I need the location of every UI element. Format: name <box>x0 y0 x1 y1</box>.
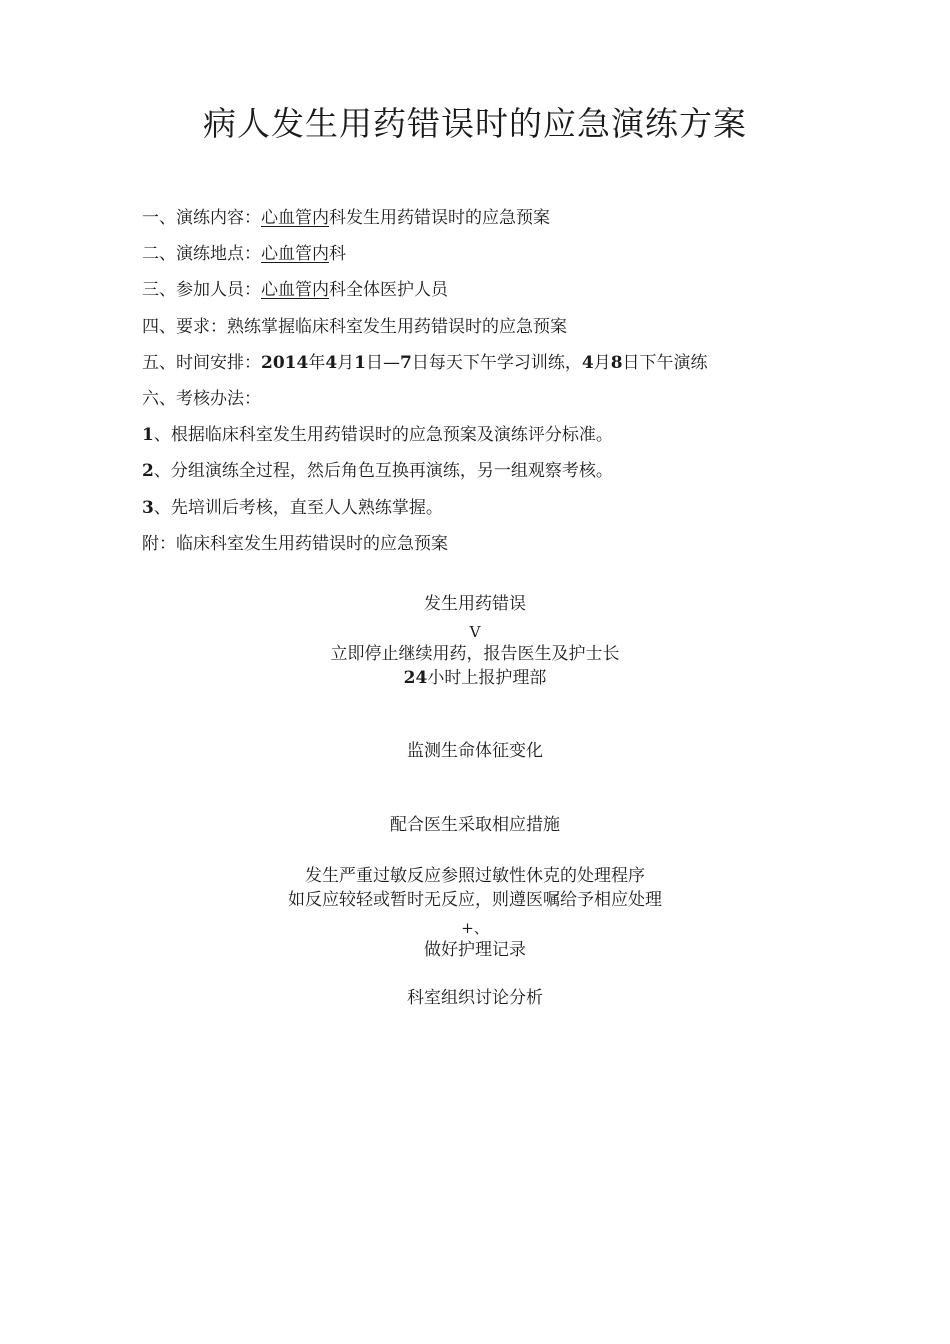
section-assessment: 六、考核办法： <box>142 388 261 409</box>
flow-step-monitor: 监测生命体征变化 <box>407 741 543 761</box>
department-underline: 心血管内 <box>261 208 329 228</box>
flow-arrow-1: V <box>469 623 481 641</box>
section-requirements: 四、要求：熟练掌握临床科室发生用药错误时的应急预案 <box>142 316 567 337</box>
flow-step-report-nursing: 24小时上报护理部 <box>403 668 547 688</box>
flow-step-severe-reaction: 发生严重过敏反应参照过敏性休克的处理程序 <box>305 866 645 886</box>
assessment-item-1: 1、根据临床科室发生用药错误时的应急预案及演练评分标准。 <box>142 425 613 446</box>
document-title: 病人发生用药错误时的应急演练方案 <box>203 104 747 143</box>
assessment-item-2: 2、分组演练全过程，然后角色互换再演练，另一组观察考核。 <box>142 461 613 482</box>
section-schedule: 五、时间安排：2014年4月1日—7日每天下午学习训练，4月8日下午演练 <box>142 352 708 373</box>
flow-step-record: 做好护理记录 <box>424 940 526 960</box>
department-underline: 心血管内 <box>261 244 329 265</box>
flow-arrow-2: +、 <box>461 919 489 937</box>
assessment-item-3: 3、先培训后考核，直至人人熟练掌握。 <box>142 497 443 518</box>
flow-step-error: 发生用药错误 <box>424 594 526 614</box>
flow-step-discussion: 科室组织讨论分析 <box>407 988 543 1008</box>
department-underline: 心血管内 <box>261 280 329 301</box>
flow-step-mild-reaction: 如反应较轻或暂时无反应，则遵医嘱给予相应处理 <box>288 890 662 910</box>
flow-step-stop-report: 立即停止继续用药，报告医生及护士长 <box>330 644 620 664</box>
appendix-line: 附：临床科室发生用药错误时的应急预案 <box>142 533 448 554</box>
flow-step-cooperate: 配合医生采取相应措施 <box>390 815 560 835</box>
plan-sections <box>142 202 862 564</box>
section-content: 一、演练内容：心血管内科发生用药错误时的应急预案 <box>142 208 550 228</box>
section-participants: 三、参加人员：心血管内科全体医护人员 <box>142 280 448 301</box>
section-location: 二、演练地点：心血管内科 <box>142 244 346 265</box>
